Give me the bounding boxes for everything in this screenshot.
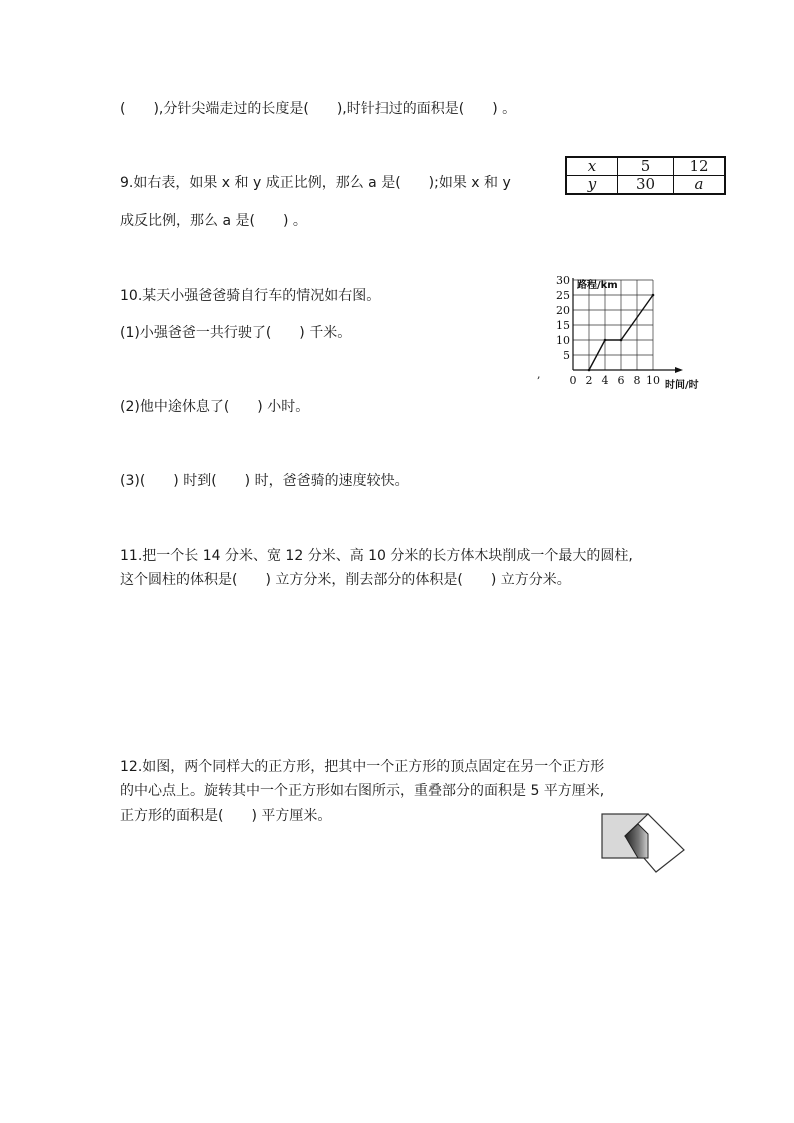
table-cell-unknown: a	[674, 176, 726, 195]
y-tick-label: 10	[556, 334, 570, 347]
data-point	[604, 339, 607, 342]
q9-line2: 成反比例，那么 a 是( ) 。	[120, 213, 307, 229]
y-tick-label: 25	[556, 289, 570, 302]
q10-sub2: (2)他中途休息了( ) 小时。	[120, 399, 310, 415]
rotated-squares-figure	[598, 808, 690, 878]
q9-line1: 9.如右表，如果 x 和 y 成正比例，那么 a 是( );如果 x 和 y	[120, 175, 511, 191]
y-tick-label: 5	[563, 349, 570, 362]
data-point	[588, 369, 591, 372]
data-point	[620, 339, 623, 342]
q11-line2: 这个圆柱的体积是( ) 立方分米，削去部分的体积是( ) 立方分米。	[120, 572, 571, 588]
q12-line2: 的中心点上。旋转其中一个正方形如右图所示，重叠部分的面积是 5 平方厘米,	[120, 783, 605, 799]
xy-ratio-table	[565, 156, 726, 195]
x-tick-label: 6	[617, 374, 625, 387]
q11-line1: 11.把一个长 14 分米、宽 12 分米、高 10 分米的长方体木块削成一个最大的圆柱,	[120, 548, 633, 564]
table-cell-y-label: y	[566, 176, 618, 195]
y-tick-label: 20	[556, 304, 570, 317]
q8-continuation: ( ),分针尖端走过的长度是( ),时针扫过的面积是( ) 。	[120, 101, 517, 117]
stray-comma: ,	[537, 368, 541, 381]
table-cell: 12	[674, 157, 726, 176]
x-tick-label: 2	[585, 374, 593, 387]
table-cell: 30	[618, 176, 674, 195]
q10-intro: 10.某天小强爸爸骑自行车的情况如右图。	[120, 288, 381, 304]
x-axis-arrow	[675, 367, 683, 373]
distance-time-chart	[535, 268, 740, 396]
x-tick-label: 4	[601, 374, 609, 387]
table-row	[566, 176, 725, 195]
table-row	[566, 157, 725, 176]
x-axis-label: 时间/时	[665, 380, 699, 391]
q10-sub1: (1)小强爸爸一共行驶了( ) 千米。	[120, 325, 352, 341]
x-tick-label: 8	[633, 374, 641, 387]
q12-line3: 正方形的面积是( ) 平方厘米。	[120, 808, 332, 824]
x-tick-label: 0	[569, 374, 577, 387]
data-point	[652, 294, 655, 297]
y-tick-label: 15	[556, 319, 570, 332]
q12-line1: 12.如图，两个同样大的正方形，把其中一个正方形的顶点固定在另一个正方形	[120, 759, 605, 775]
table-cell-x-label: x	[566, 157, 618, 176]
chart-title: 路程/km	[577, 280, 618, 291]
table-cell: 5	[618, 157, 674, 176]
q10-sub3: (3)( ) 时到( ) 时，爸爸骑的速度较快。	[120, 473, 409, 489]
y-tick-label: 30	[556, 274, 570, 287]
x-tick-label: 10	[646, 374, 660, 387]
